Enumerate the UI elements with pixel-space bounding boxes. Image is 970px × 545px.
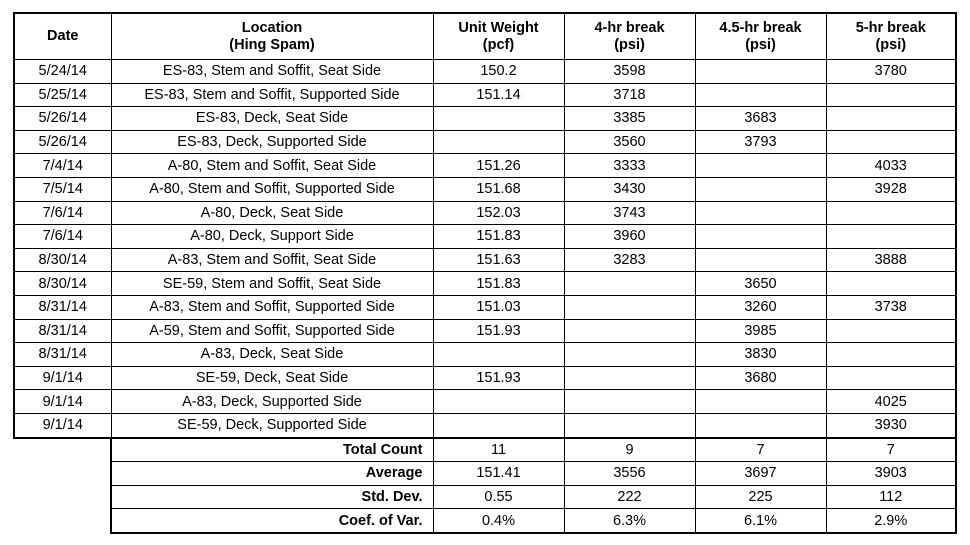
header-row	[14, 13, 956, 60]
break-5hr-cell	[826, 343, 956, 367]
header-unit-weight: Unit Weight (pcf)	[433, 13, 564, 60]
break-5hr-cell	[826, 107, 956, 131]
unit-weight-cell: 150.2	[433, 60, 564, 84]
unit-weight-cell: 151.93	[433, 366, 564, 390]
unit-weight-cell	[433, 390, 564, 414]
summary-row	[14, 438, 956, 462]
break-4hr-cell	[564, 366, 695, 390]
summary-4hr: 9	[564, 438, 695, 462]
summary-4-5hr: 7	[695, 438, 826, 462]
unit-weight-cell	[433, 130, 564, 154]
break-5hr-cell: 4025	[826, 390, 956, 414]
table-row	[14, 154, 956, 178]
break-4-5hr-cell	[695, 413, 826, 437]
summary-label: Coef. of Var.	[111, 509, 433, 533]
break-4hr-cell	[564, 413, 695, 437]
break-4hr-cell: 3598	[564, 60, 695, 84]
summary-unit-weight: 0.55	[433, 485, 564, 509]
break-4-5hr-cell	[695, 201, 826, 225]
summary-spacer	[14, 509, 111, 533]
summary-unit-weight: 151.41	[433, 462, 564, 486]
summary-rows	[14, 438, 956, 533]
date-cell: 5/24/14	[14, 60, 111, 84]
break-5hr-cell: 4033	[826, 154, 956, 178]
break-5hr-cell: 3928	[826, 177, 956, 201]
break-4-5hr-cell: 3683	[695, 107, 826, 131]
table-row	[14, 201, 956, 225]
break-4-5hr-cell	[695, 154, 826, 178]
header-5hr-break: 5-hr break (psi)	[826, 13, 956, 60]
table-row	[14, 225, 956, 249]
break-4hr-cell	[564, 319, 695, 343]
table-row	[14, 130, 956, 154]
table-row	[14, 319, 956, 343]
table-row	[14, 295, 956, 319]
summary-5hr: 2.9%	[826, 509, 956, 533]
break-4hr-cell	[564, 343, 695, 367]
summary-4-5hr: 3697	[695, 462, 826, 486]
table-row	[14, 60, 956, 84]
date-cell: 7/6/14	[14, 201, 111, 225]
table-row	[14, 390, 956, 414]
unit-weight-cell: 151.83	[433, 272, 564, 296]
table-row	[14, 343, 956, 367]
location-cell: SE-59, Deck, Seat Side	[111, 366, 433, 390]
break-4-5hr-cell: 3650	[695, 272, 826, 296]
date-cell: 8/30/14	[14, 272, 111, 296]
unit-weight-cell: 151.63	[433, 248, 564, 272]
location-cell: SE-59, Stem and Soffit, Seat Side	[111, 272, 433, 296]
location-cell: A-83, Deck, Supported Side	[111, 390, 433, 414]
location-cell: A-83, Stem and Soffit, Supported Side	[111, 295, 433, 319]
summary-spacer	[14, 485, 111, 509]
location-cell: ES-83, Stem and Soffit, Seat Side	[111, 60, 433, 84]
unit-weight-cell: 152.03	[433, 201, 564, 225]
break-4-5hr-cell	[695, 177, 826, 201]
date-cell: 5/26/14	[14, 107, 111, 131]
summary-label: Average	[111, 462, 433, 486]
data-rows	[14, 60, 956, 438]
break-5hr-cell	[826, 83, 956, 107]
table-row	[14, 366, 956, 390]
date-cell: 5/25/14	[14, 83, 111, 107]
break-5hr-cell	[826, 225, 956, 249]
unit-weight-cell	[433, 107, 564, 131]
break-4-5hr-cell	[695, 390, 826, 414]
break-5hr-cell	[826, 201, 956, 225]
unit-weight-cell	[433, 343, 564, 367]
header-date: Date	[14, 13, 111, 60]
break-4hr-cell	[564, 295, 695, 319]
summary-4-5hr: 225	[695, 485, 826, 509]
summary-5hr: 112	[826, 485, 956, 509]
date-cell: 7/6/14	[14, 225, 111, 249]
break-4hr-cell: 3333	[564, 154, 695, 178]
break-test-table	[13, 12, 957, 534]
break-5hr-cell	[826, 272, 956, 296]
date-cell: 8/30/14	[14, 248, 111, 272]
unit-weight-cell: 151.26	[433, 154, 564, 178]
summary-unit-weight: 11	[433, 438, 564, 462]
summary-4hr: 6.3%	[564, 509, 695, 533]
date-cell: 8/31/14	[14, 343, 111, 367]
break-4hr-cell: 3430	[564, 177, 695, 201]
break-4hr-cell: 3718	[564, 83, 695, 107]
unit-weight-cell: 151.14	[433, 83, 564, 107]
break-5hr-cell: 3930	[826, 413, 956, 437]
break-4-5hr-cell: 3793	[695, 130, 826, 154]
unit-weight-cell: 151.68	[433, 177, 564, 201]
date-cell: 9/1/14	[14, 390, 111, 414]
break-5hr-cell: 3888	[826, 248, 956, 272]
date-cell: 5/26/14	[14, 130, 111, 154]
break-4hr-cell	[564, 272, 695, 296]
break-4-5hr-cell: 3260	[695, 295, 826, 319]
location-cell: SE-59, Deck, Supported Side	[111, 413, 433, 437]
summary-label: Std. Dev.	[111, 485, 433, 509]
header-location: Location (Hing Spam)	[111, 13, 433, 60]
location-cell: ES-83, Deck, Supported Side	[111, 130, 433, 154]
break-4hr-cell: 3743	[564, 201, 695, 225]
date-cell: 8/31/14	[14, 295, 111, 319]
break-4-5hr-cell: 3985	[695, 319, 826, 343]
break-4hr-cell: 3283	[564, 248, 695, 272]
location-cell: ES-83, Stem and Soffit, Supported Side	[111, 83, 433, 107]
break-5hr-cell: 3738	[826, 295, 956, 319]
summary-label: Total Count	[111, 438, 433, 462]
table-row	[14, 177, 956, 201]
break-4-5hr-cell	[695, 60, 826, 84]
header-4-5hr-break: 4.5-hr break (psi)	[695, 13, 826, 60]
date-cell: 7/4/14	[14, 154, 111, 178]
table-row	[14, 248, 956, 272]
location-cell: A-59, Stem and Soffit, Supported Side	[111, 319, 433, 343]
table-row	[14, 107, 956, 131]
break-4hr-cell	[564, 390, 695, 414]
break-4hr-cell: 3960	[564, 225, 695, 249]
break-4hr-cell: 3385	[564, 107, 695, 131]
summary-5hr: 3903	[826, 462, 956, 486]
unit-weight-cell	[433, 413, 564, 437]
summary-4hr: 3556	[564, 462, 695, 486]
break-5hr-cell	[826, 366, 956, 390]
break-4-5hr-cell	[695, 83, 826, 107]
summary-unit-weight: 0.4%	[433, 509, 564, 533]
table-row	[14, 413, 956, 437]
break-4-5hr-cell: 3830	[695, 343, 826, 367]
break-5hr-cell	[826, 130, 956, 154]
unit-weight-cell: 151.83	[433, 225, 564, 249]
date-cell: 8/31/14	[14, 319, 111, 343]
date-cell: 9/1/14	[14, 366, 111, 390]
summary-row	[14, 462, 956, 486]
date-cell: 7/5/14	[14, 177, 111, 201]
date-cell: 9/1/14	[14, 413, 111, 437]
break-5hr-cell: 3780	[826, 60, 956, 84]
summary-row	[14, 509, 956, 533]
location-cell: A-80, Stem and Soffit, Supported Side	[111, 177, 433, 201]
table-row	[14, 272, 956, 296]
summary-5hr: 7	[826, 438, 956, 462]
summary-4hr: 222	[564, 485, 695, 509]
unit-weight-cell: 151.93	[433, 319, 564, 343]
table-row	[14, 83, 956, 107]
summary-spacer	[14, 438, 111, 462]
break-4-5hr-cell	[695, 248, 826, 272]
summary-row	[14, 485, 956, 509]
summary-spacer	[14, 462, 111, 486]
location-cell: ES-83, Deck, Seat Side	[111, 107, 433, 131]
summary-4-5hr: 6.1%	[695, 509, 826, 533]
break-4-5hr-cell	[695, 225, 826, 249]
location-cell: A-83, Deck, Seat Side	[111, 343, 433, 367]
header-4hr-break: 4-hr break (psi)	[564, 13, 695, 60]
location-cell: A-80, Stem and Soffit, Seat Side	[111, 154, 433, 178]
unit-weight-cell: 151.03	[433, 295, 564, 319]
break-4-5hr-cell: 3680	[695, 366, 826, 390]
break-5hr-cell	[826, 319, 956, 343]
location-cell: A-80, Deck, Support Side	[111, 225, 433, 249]
location-cell: A-80, Deck, Seat Side	[111, 201, 433, 225]
break-4hr-cell: 3560	[564, 130, 695, 154]
location-cell: A-83, Stem and Soffit, Seat Side	[111, 248, 433, 272]
